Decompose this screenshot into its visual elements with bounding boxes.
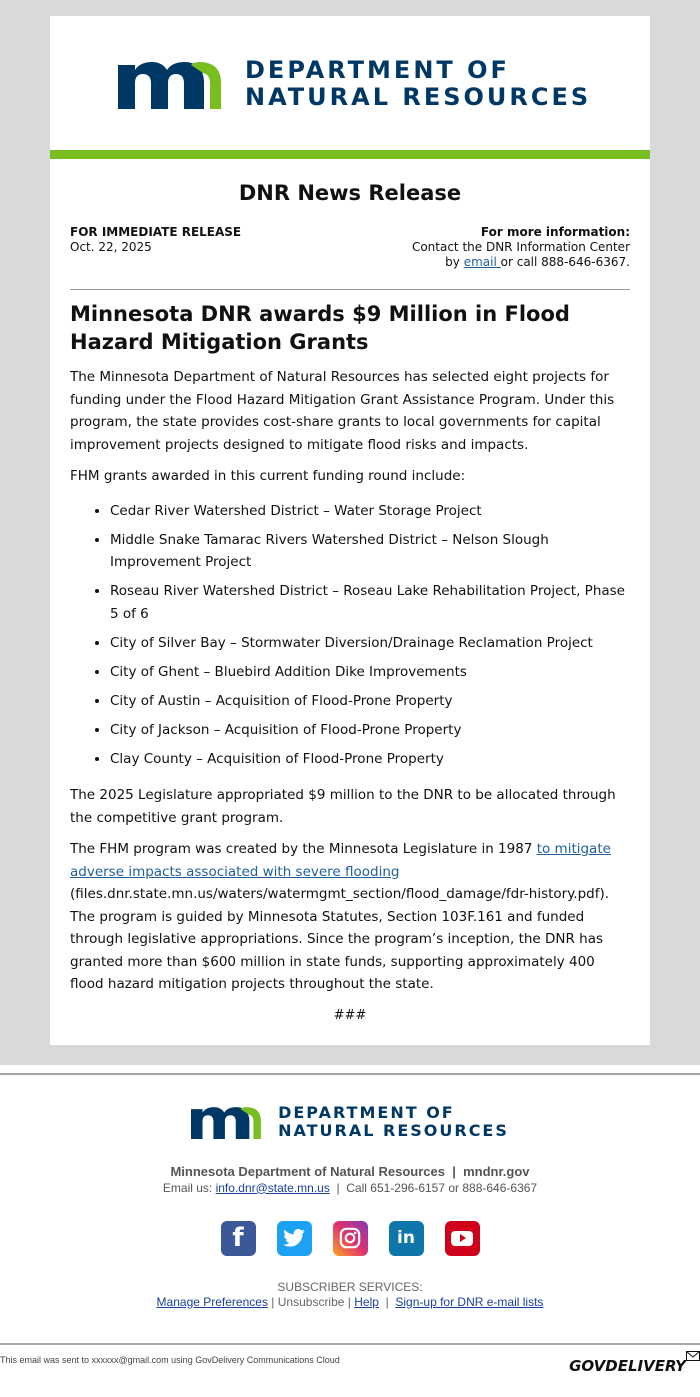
help-link[interactable]: Help — [354, 1294, 379, 1309]
website: mndnr.gov — [463, 1163, 530, 1179]
grants-list — [70, 500, 630, 771]
history-text-before: The FHM program was created by the Minnesota Legislature in 1987 — [70, 841, 537, 857]
green-divider-bar — [50, 150, 650, 159]
email-link[interactable]: email — [463, 255, 501, 269]
info-by: by — [445, 255, 464, 269]
release-title: DNR News Release — [238, 181, 462, 205]
manage-preferences-link[interactable]: Manage Preferences — [156, 1294, 268, 1309]
history-text-after: (files.dnr.state.mn.us/waters/watermgmt_section/flood_damage/fdr-history.pdf). The program is guided by Minnesota Statutes, Section 103F.161 and funded through legislative appropriations. Since the program’s inception, the DNR has granted more than $600 million in state funds, supporting approximately 400 flood hazard mitigation projects throughout the state. — [70, 886, 610, 992]
contact-line — [0, 1181, 700, 1195]
unsubscribe-link[interactable]: Unsubscribe — [277, 1294, 345, 1309]
grant-item: • City of Jackson – Acquisition of Flood-Prone Property — [110, 719, 630, 742]
headline: Minnesota DNR awards $9 Million in Flood Hazard Mitigation Grants — [70, 302, 570, 354]
social-links — [0, 1221, 700, 1256]
release-meta — [70, 225, 630, 270]
footer-logo-line-2: NATURAL RESOURCES — [278, 1120, 509, 1140]
list-intro: FHM grants awarded in this current funding round include: — [70, 468, 466, 484]
logo-line-2: NATURAL RESOURCES — [245, 83, 592, 111]
subscriber-links — [0, 1295, 700, 1309]
youtube-icon[interactable] — [445, 1221, 480, 1256]
org-name: Minnesota Department of Natural Resources — [170, 1163, 445, 1179]
grant-item: • City of Silver Bay – Stormwater Diversion/Drainage Reclamation Project — [110, 632, 630, 655]
release-meta-right — [412, 225, 630, 270]
grant-item: • City of Austin – Acquisition of Flood-Prone Property — [110, 690, 630, 713]
separator: | — [444, 1163, 464, 1179]
org-line — [0, 1164, 700, 1179]
grant-item: • Middle Snake Tamarac Rivers Watershed District – Nelson Slough Improvement Project — [110, 529, 630, 574]
envelope-icon — [686, 1351, 700, 1361]
footer-dnr-logo — [191, 1102, 509, 1140]
header — [50, 16, 650, 150]
email-label: Email us: — [162, 1180, 216, 1195]
mn-logo-icon — [118, 59, 230, 109]
logo-line-1: DEPARTMENT OF — [245, 56, 510, 84]
twitter-icon[interactable] — [277, 1221, 312, 1256]
immediate-release-label: FOR IMMEDIATE RELEASE — [70, 225, 242, 239]
end-mark: ### — [333, 1007, 367, 1023]
footer-logo-line-1: DEPARTMENT OF — [278, 1102, 455, 1122]
release-content — [50, 181, 650, 1045]
facebook-icon[interactable]: f — [221, 1221, 256, 1256]
govdelivery-logo[interactable] — [569, 1357, 700, 1375]
grant-item: • Roseau River Watershed District – Roseau Lake Rehabilitation Project, Phase 5 of 6 — [110, 580, 630, 625]
intro-paragraph: The Minnesota Department of Natural Resources has selected eight projects for funding under the Flood Hazard Mitigation Grant Assistance Program. Under this program, the state provides cost-share grants to local governments for capital improvement projects designed to mitigate flood risks and impacts. — [70, 369, 615, 453]
news-release-card — [50, 16, 650, 1045]
release-meta-left — [70, 225, 241, 270]
history-link[interactable]: to mitigate adverse impacts associated with severe flooding — [70, 841, 611, 880]
grant-item: • City of Ghent – Bluebird Addition Dike Improvements — [110, 661, 630, 684]
history-paragraph — [70, 838, 630, 996]
grant-item: • Cedar River Watershed District – Water Storage Project — [110, 500, 630, 523]
footer-email-link[interactable]: info.dnr@state.mn.us — [215, 1180, 330, 1195]
separator: | — [267, 1294, 278, 1309]
instagram-icon[interactable] — [333, 1221, 368, 1256]
legislature-paragraph: The 2025 Legislature appropriated $9 million to the DNR to be allocated through the competitive grant program. — [70, 787, 616, 826]
footer — [0, 1075, 700, 1309]
mn-logo-icon — [191, 1105, 267, 1139]
call-text: | Call 651-296-6157 or 888-646-6367 — [329, 1180, 538, 1195]
info-email-line — [412, 255, 630, 270]
divider — [70, 289, 630, 290]
subscriber-services-title: SUBSCRIBER SERVICES: — [277, 1279, 423, 1294]
linkedin-icon[interactable]: in — [389, 1221, 424, 1256]
bottom-bar — [0, 1345, 700, 1379]
separator: | — [378, 1294, 396, 1309]
govdelivery-text: GOVDELIVERY — [569, 1356, 686, 1375]
grant-item: • Clay County – Acquisition of Flood-Prone Property — [110, 748, 630, 771]
info-contact: Contact the DNR Information Center — [411, 240, 630, 254]
signup-link[interactable]: Sign-up for DNR e-mail lists — [395, 1294, 544, 1309]
info-call: or call 888-646-6367. — [500, 255, 630, 269]
info-label: For more information: — [480, 225, 630, 239]
release-date: Oct. 22, 2025 — [70, 240, 152, 254]
sent-notice: This email was sent to xxxxxx@gmail.com using GovDelivery Communications Cloud — [0, 1354, 340, 1365]
separator: | — [344, 1294, 355, 1309]
dnr-logo — [118, 58, 591, 109]
